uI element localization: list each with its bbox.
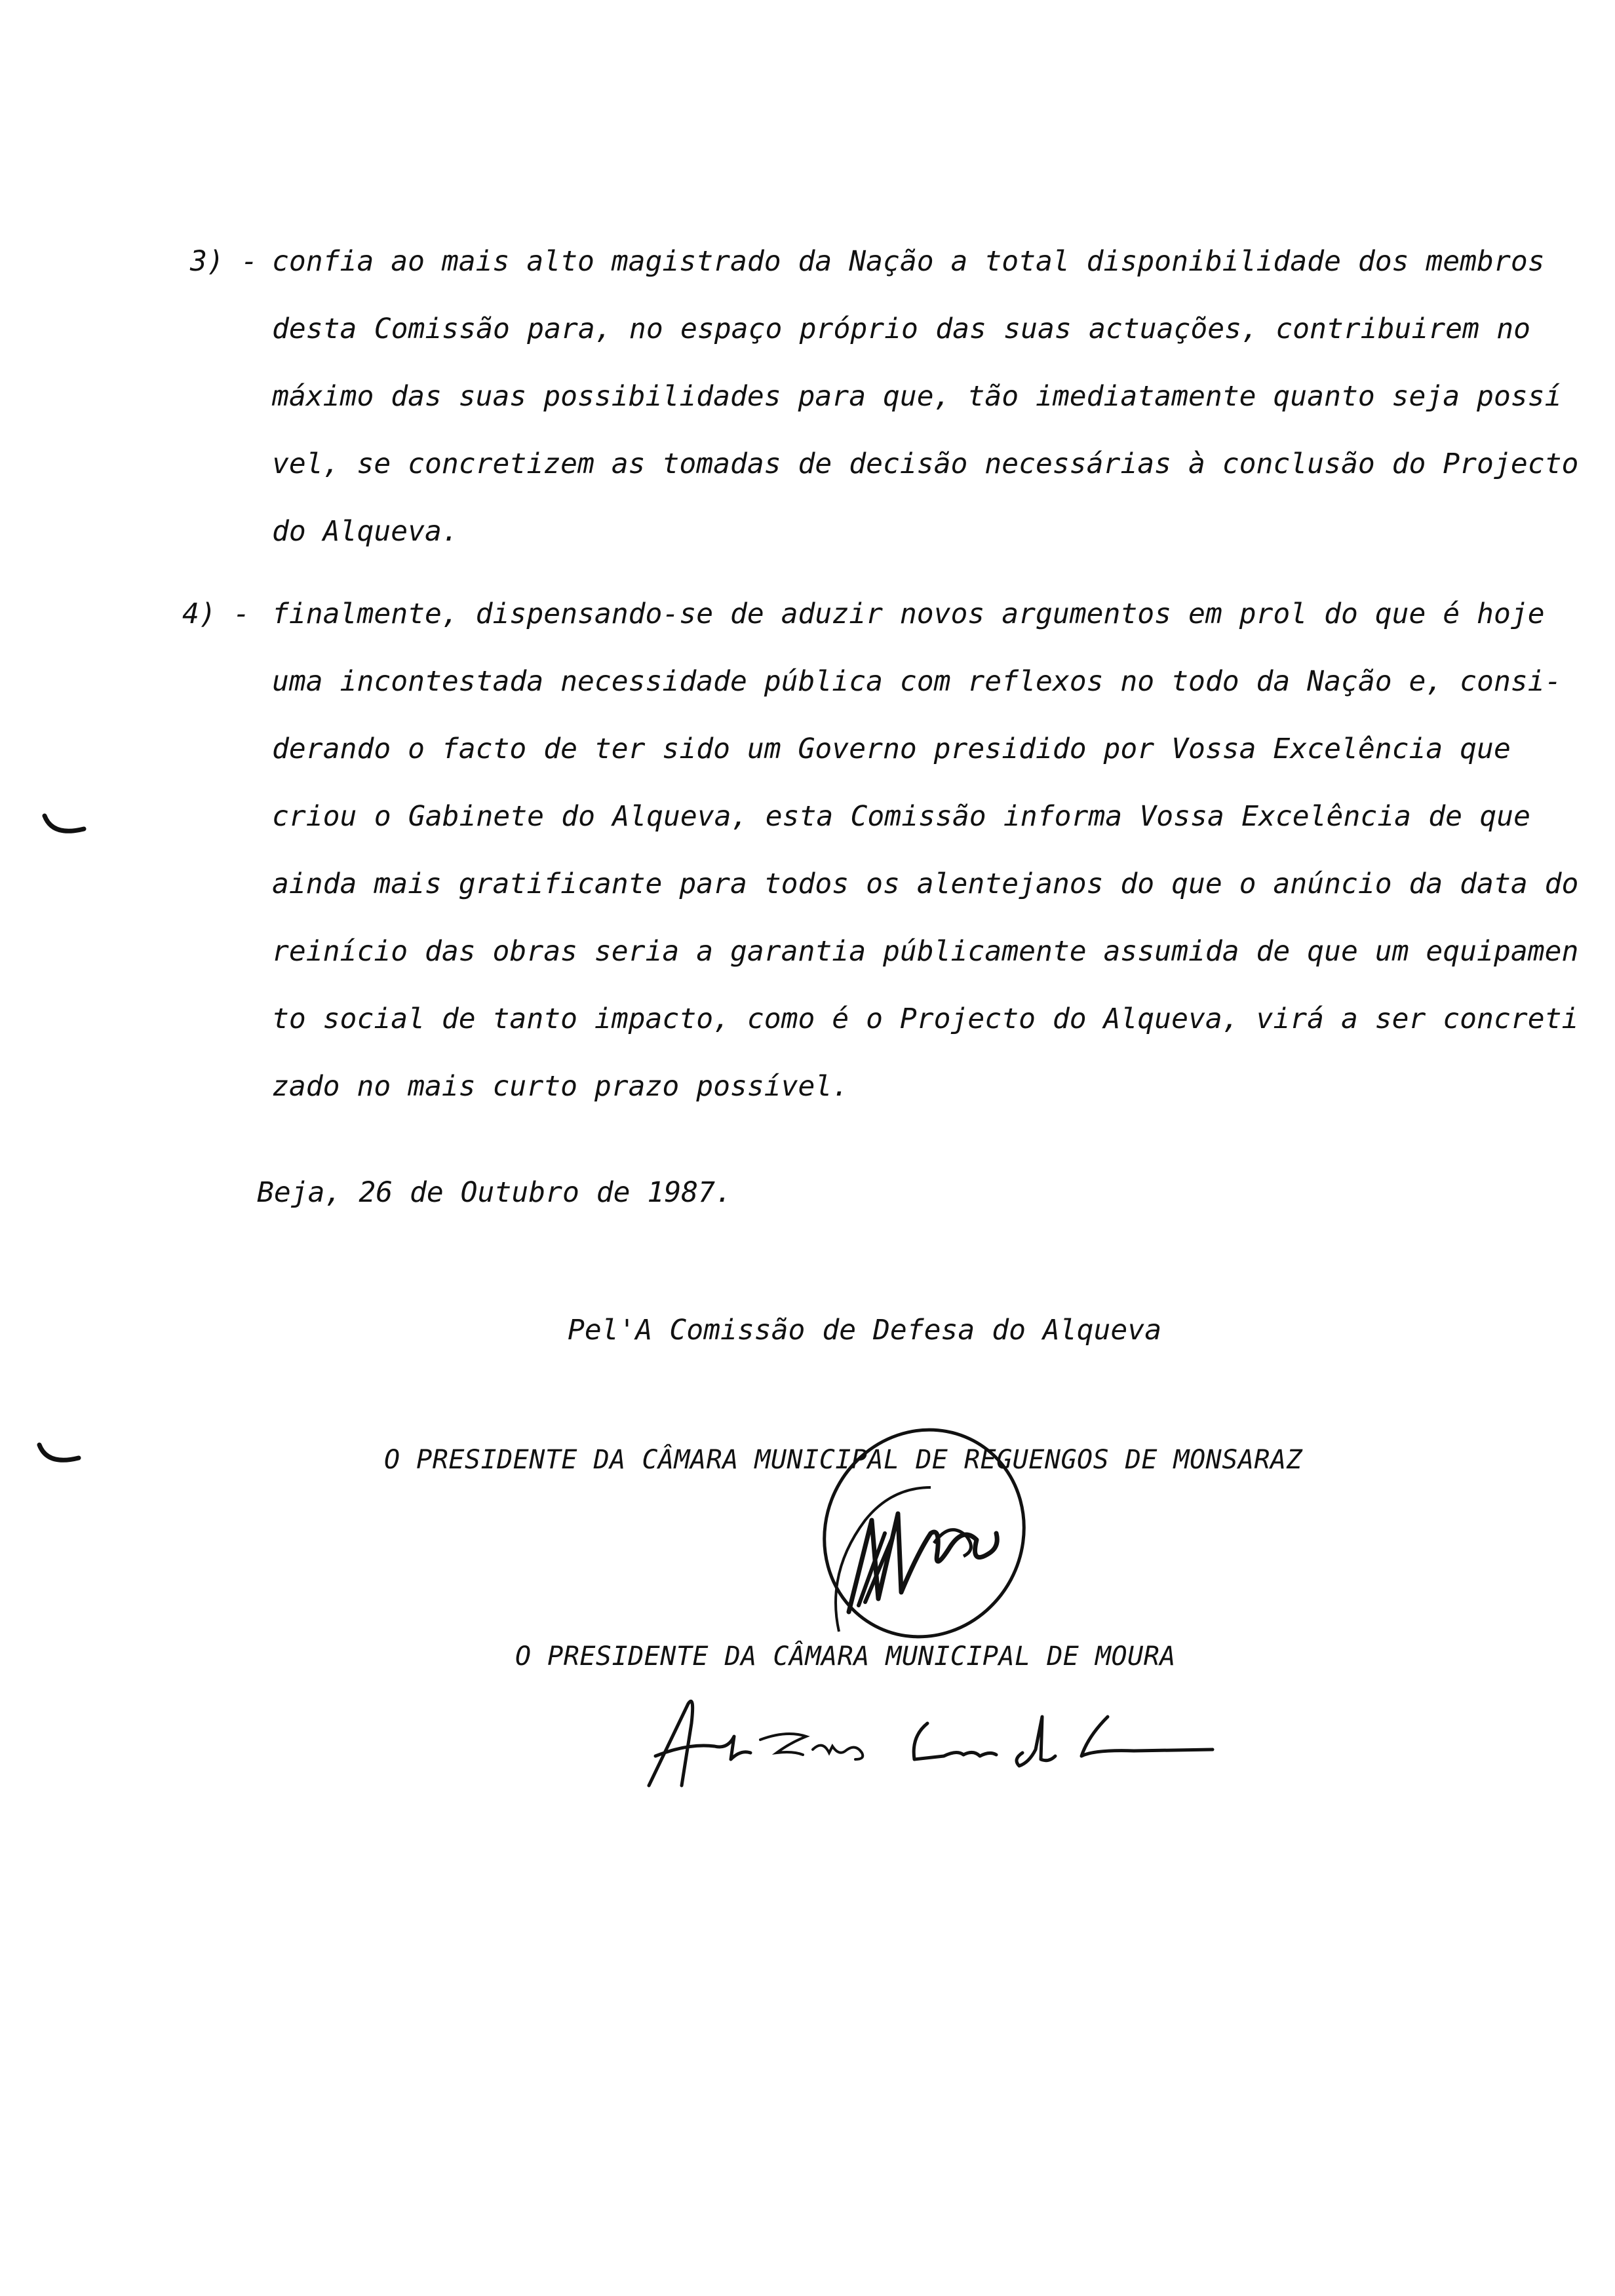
item-4-line: uma incontestada necessidade pública com reflexos no todo da Nação e, consi- xyxy=(272,665,1562,698)
item-4-number: 4) - xyxy=(182,598,250,630)
item-4-line: finalmente, dispensando-se de aduzir novos argumentos em prol do que é hoje xyxy=(272,598,1545,630)
commission-line: Pel'A Comissão de Defesa do Alqueva xyxy=(568,1314,1162,1347)
item-3-number: 3) - xyxy=(190,245,258,278)
margin-mark-lower xyxy=(34,1438,87,1478)
item-3-line: desta Comissão para, no espaço próprio das suas actuações, contribuirem no xyxy=(272,313,1530,345)
item-3-line: do Alqueva. xyxy=(272,515,459,548)
stamp-signature-reguengos xyxy=(780,1415,1055,1664)
signatory-moura: O PRESIDENTE DA CÂMARA MUNICIPAL DE MOURA xyxy=(515,1641,1176,1672)
signatory-reguengos: O PRESIDENTE DA CÂMARA MUNICIPAL DE REGUENGOS DE MONSARAZ xyxy=(384,1445,1303,1475)
item-4-line: to social de tanto impacto, como é o Projecto do Alqueva, virá a ser concreti xyxy=(272,1003,1579,1035)
item-4-line: zado no mais curto prazo possível. xyxy=(272,1070,849,1103)
item-4-line: ainda mais gratificante para todos os alentejanos do que o anúncio da data do xyxy=(272,868,1579,900)
item-3-line: vel, se concretizem as tomadas de decisão necessárias à conclusão do Projecto xyxy=(272,448,1579,480)
item-4-line: derando o facto de ter sido um Governo presidido por Vossa Excelência que xyxy=(272,733,1511,765)
item-3-line: confia ao mais alto magistrado da Nação a total disponibilidade dos membros xyxy=(272,245,1545,278)
date-line: Beja, 26 de Outubro de 1987. xyxy=(257,1176,732,1209)
item-4-line: reinício das obras seria a garantia públicamente assumida de que um equipamen xyxy=(272,935,1579,968)
margin-mark-upper xyxy=(39,809,92,849)
handwritten-signature-moura xyxy=(636,1677,1226,1795)
item-4-line: criou o Gabinete do Alqueva, esta Comissão informa Vossa Excelência de que xyxy=(272,800,1530,833)
item-3-line: máximo das suas possibilidades para que, tão imediatamente quanto seja possí xyxy=(272,380,1562,413)
